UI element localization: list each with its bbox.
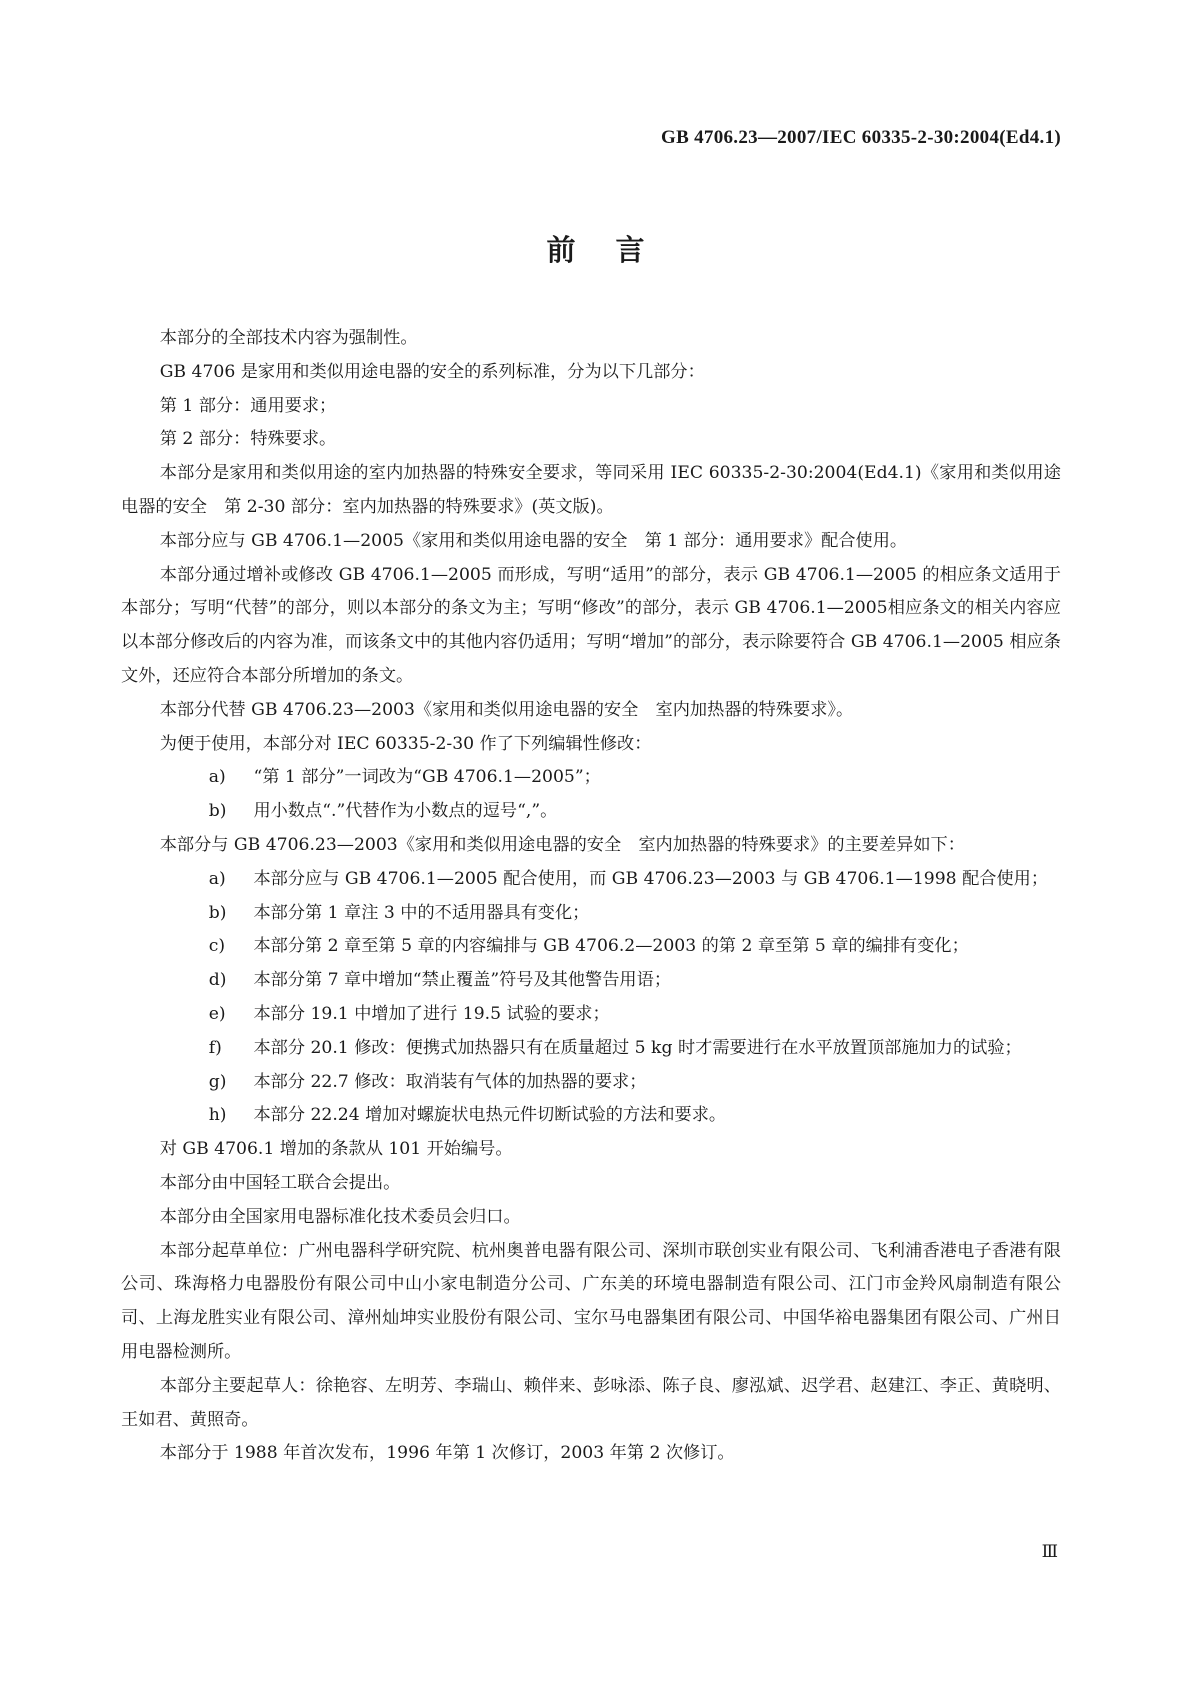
page-number: Ⅲ: [1041, 1542, 1058, 1561]
list-item-text: 本部分 20.1 修改：便携式加热器只有在质量超过 5 kg 时才需要进行在水平放置顶部施加力的试验；: [253, 1037, 1022, 1058]
standard-code-header: GB 4706.23—2007/IEC 60335-2-30:2004(Ed4.1): [661, 127, 1061, 148]
list-item-text: 用小数点“.”代替作为小数点的逗号“,”。: [253, 801, 558, 822]
list-item: [121, 1032, 1061, 1066]
list-item-text: 本部分第 7 章中增加“禁止覆盖”符号及其他警告用语；: [253, 970, 672, 991]
paragraph-replaces: 本部分代替 GB 4706.23—2003《家用和类似用途电器的安全 室内加热器的特殊要求》。: [159, 699, 854, 720]
list-item-label: a): [208, 767, 226, 788]
list-item: [121, 1099, 1061, 1133]
list-item-label: g): [208, 1071, 227, 1092]
list-item: [121, 1066, 1061, 1100]
list-item-text: “第 1 部分”一词改为“GB 4706.1—2005”；: [253, 767, 601, 788]
paragraph-editorial-intro: 为便于使用，本部分对 IEC 60335-2-30 作了下列编辑性修改：: [159, 733, 652, 754]
list-item-label: a): [208, 868, 226, 889]
paragraph-part-2: 第 2 部分：特殊要求。: [159, 429, 337, 450]
list-item-label: e): [208, 1003, 226, 1024]
list-item: [121, 761, 1061, 795]
list-item-text: 本部分 22.7 修改：取消装有气体的加热器的要求；: [253, 1071, 647, 1092]
list-item: [121, 897, 1061, 931]
list-item-label: b): [208, 801, 227, 822]
paragraph-equivalence: 本部分是家用和类似用途的室内加热器的特殊安全要求，等同采用 IEC 60335-2-30:2004(Ed4.1)《家用和类似用途电器的安全 第 2-30 部分：室内加热器的特殊要求》(英文版)。: [121, 463, 1061, 517]
list-item-text: 本部分应与 GB 4706.1—2005 配合使用，而 GB 4706.23—2003 与 GB 4706.1—1998 配合使用；: [253, 868, 1049, 889]
list-item: [121, 863, 1061, 897]
list-item-label: f): [208, 1037, 222, 1058]
paragraph-history: 本部分于 1988 年首次发布，1996 年第 1 次修订，2003 年第 2 次修订。: [159, 1443, 735, 1464]
paragraph-series: GB 4706 是家用和类似用途电器的安全的系列标准，分为以下几部分：: [159, 361, 705, 382]
list-item-text: 本部分第 1 章注 3 中的不适用器具有变化；: [253, 902, 590, 923]
list-item-label: c): [208, 936, 226, 957]
list-item-text: 本部分 22.24 增加对螺旋状电热元件切断试验的方法和要求。: [253, 1105, 727, 1126]
list-item: [121, 998, 1061, 1032]
list-item-label: h): [208, 1105, 227, 1126]
paragraph-drafting-units: 本部分起草单位：广州电器科学研究院、杭州奥普电器有限公司、深圳市联创实业有限公司、飞利浦香港电子香港有限公司、珠海格力电器股份有限公司中山小家电制造分公司、广东美的环境电器制造有限公司、江门市金羚风扇制造有限公司、上海龙胜实业有限公司、漳州灿坤实业股份有限公司、宝尔马电器集团有限公司、中国华裕电器集团有限公司、广州日用电器检测所。: [121, 1240, 1061, 1362]
paragraph-differences-intro: 本部分与 GB 4706.23—2003《家用和类似用途电器的安全 室内加热器的特殊要求》的主要差异如下：: [159, 834, 965, 855]
editorial-changes-list: [121, 761, 1061, 829]
list-item: [121, 795, 1061, 829]
differences-list: [121, 863, 1061, 1133]
list-item-text: 本部分 19.1 中增加了进行 19.5 试验的要求；: [253, 1003, 610, 1024]
paragraph-mandatory: 本部分的全部技术内容为强制性。: [159, 328, 418, 348]
paragraph-proposed-by: 本部分由中国轻工联合会提出。: [159, 1172, 401, 1193]
list-item: [121, 930, 1061, 964]
paragraph-drafters: 本部分主要起草人：徐艳容、左明芳、李瑞山、赖伴来、彭咏添、陈子良、廖泓斌、迟学君、赵建江、李正、黄晓明、王如君、黄照奇。: [121, 1375, 1061, 1430]
list-item-label: d): [208, 970, 227, 991]
list-item-label: b): [208, 902, 227, 923]
document-body: [121, 322, 1061, 1471]
page-title: 前言: [546, 233, 685, 267]
paragraph-modification-rules: 本部分通过增补或修改 GB 4706.1—2005 而形成，写明“适用”的部分，表示 GB 4706.1—2005 的相应条文适用于本部分；写明“代替”的部分，则以本部分的条文为主；写明“修改”的部分，表示 GB 4706.1—2005相应条文的相关内容应以本部分修改后的内容为准，而该条文中的其他内容仍适用；写明“增加”的部分，表示除要符合 GB 4706.1—2005 相应条文外，还应符合本部分所增加的条文。: [121, 564, 1061, 686]
paragraph-clause-numbering: 对 GB 4706.1 增加的条款从 101 开始编号。: [159, 1139, 513, 1160]
list-item: [121, 964, 1061, 998]
paragraph-part-1: 第 1 部分：通用要求；: [159, 395, 337, 416]
paragraph-used-with: 本部分应与 GB 4706.1—2005《家用和类似用途电器的安全 第 1 部分：通用要求》配合使用。: [159, 530, 908, 551]
list-item-text: 本部分第 2 章至第 5 章的内容编排与 GB 4706.2—2003 的第 2 章至第 5 章的编排有变化；: [253, 936, 969, 957]
paragraph-managed-by: 本部分由全国家用电器标准化技术委员会归口。: [159, 1206, 521, 1227]
